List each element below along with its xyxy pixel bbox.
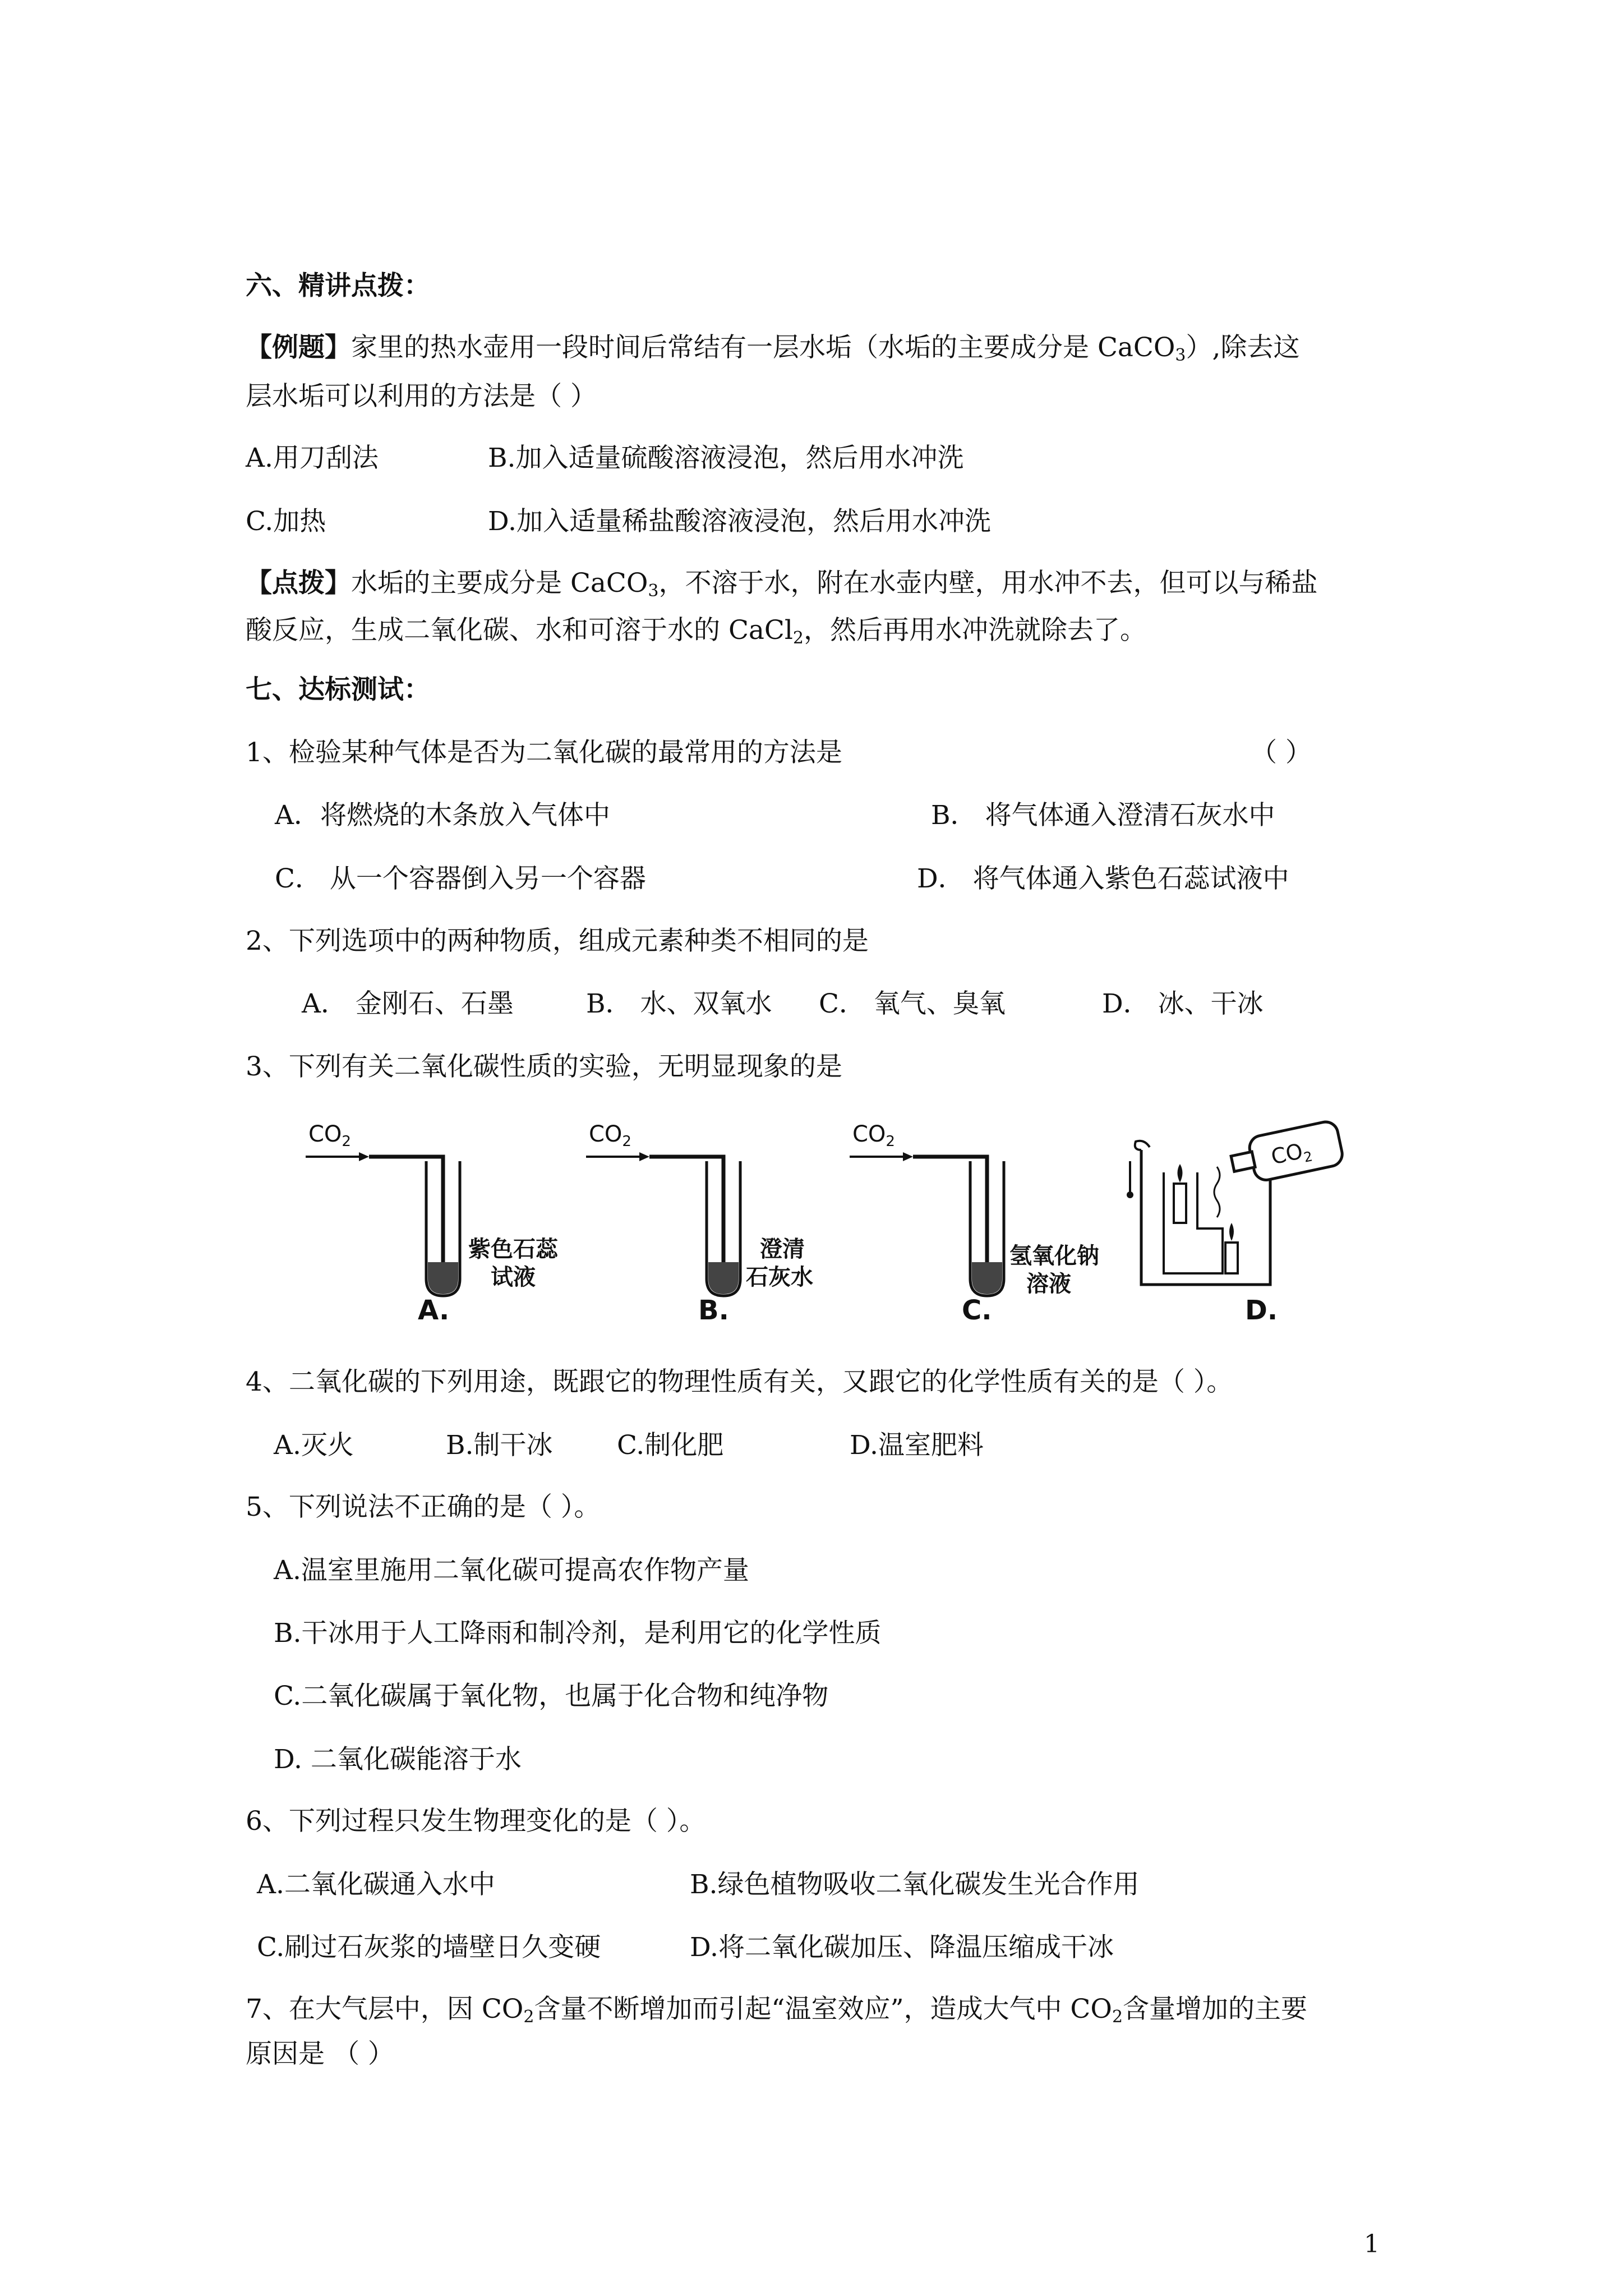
subscript: 2 — [523, 2007, 534, 2027]
question-3-stem: 3、下列有关二氧化碳性质的实验，无明显现象的是 — [246, 1051, 842, 1082]
question-2-option-a: A． 金刚石、石墨 — [302, 988, 514, 1019]
reagent-label: 石灰水 — [746, 1264, 813, 1290]
question-4-option-b: B.制干冰 — [446, 1430, 553, 1461]
reagent-label: 氢氧化钠 — [1009, 1243, 1099, 1269]
question-4-option-d: D.温室肥料 — [850, 1430, 984, 1461]
question-1-option-c: C． 从一个容器倒入另一个容器 — [275, 863, 646, 894]
q7-text-end: 含量增加的主要 — [1123, 1994, 1308, 2024]
upper-flame — [1178, 1164, 1183, 1182]
experiment-diagram — [292, 1116, 1357, 1324]
question-2-option-d: D． 冰、干冰 — [1102, 988, 1264, 1019]
bottle-label: $CO_2$ — [1269, 1138, 1314, 1170]
question-5-option-b: B.干冰用于人工降雨和制冷剂，是利用它的化学性质 — [274, 1618, 882, 1649]
co2-label: $CO_2$ — [589, 1121, 631, 1150]
section-7-title: 七、达标测试： — [246, 674, 430, 705]
question-4-stem: 4、二氧化碳的下列用途，既跟它的物理性质有关，又跟它的化学性质有关的是（ ）。 — [246, 1366, 1233, 1397]
setup-d — [1127, 1120, 1344, 1324]
liquid — [708, 1262, 739, 1294]
delivery-tube — [913, 1157, 987, 1268]
hint-text-2: 酸反应，生成二氧化碳、水和可溶于水的 CaCl — [246, 615, 793, 646]
setup-c — [850, 1121, 1099, 1324]
setup-a — [306, 1121, 559, 1324]
step-stand — [1164, 1172, 1223, 1273]
gas-flow — [1214, 1167, 1220, 1217]
q7-text-mid: 含量不断增加而引起“温室效应”，造成大气中 CO — [534, 1994, 1112, 2024]
liquid — [428, 1262, 458, 1294]
question-2-stem: 2、下列选项中的两种物质，组成元素种类不相同的是 — [246, 926, 869, 956]
upper-candle — [1174, 1184, 1186, 1223]
question-1-option-b: B． 将气体通入澄清石灰水中 — [931, 800, 1275, 831]
hint-text: 水垢的主要成分是 CaCO — [351, 568, 648, 599]
setup-letter: A. — [418, 1295, 450, 1324]
beaker-spout — [1135, 1141, 1150, 1150]
liquid — [972, 1262, 1002, 1294]
question-6-option-b: B.绿色植物吸收二氧化碳发生光合作用 — [690, 1869, 1140, 1900]
question-6-option-a: A.二氧化碳通入水中 — [257, 1869, 495, 1900]
lower-candle — [1225, 1243, 1238, 1273]
hint-tag: 【点拨】 — [246, 568, 351, 599]
lower-flame — [1229, 1223, 1234, 1241]
question-5-option-a: A.温室里施用二氧化碳可提高农作物产量 — [274, 1555, 749, 1586]
question-5-option-c: C.二氧化碳属于氧化物，也属于化合物和纯净物 — [274, 1681, 829, 1711]
delivery-tube — [649, 1157, 723, 1268]
page-number: 1 — [1364, 2230, 1380, 2258]
subscript: 3 — [648, 581, 659, 601]
question-7-line-2: 原因是 （ ） — [246, 2039, 394, 2069]
question-1-stem: 1、检验某种气体是否为二氧化碳的最常用的方法是 — [246, 737, 842, 768]
q7-text: 7、在大气层中，因 CO — [246, 1994, 524, 2024]
subscript: 2 — [792, 628, 804, 648]
example-text-end: ）,除去这 — [1186, 332, 1300, 363]
question-1-answer-paren: （ ） — [1251, 737, 1312, 768]
example-tag: 【例题】 — [246, 332, 351, 363]
co2-experiment-figure — [292, 1116, 1357, 1324]
hint-text-end: ，不溶于水，附在水壶内壁，用水冲不去，但可以与稀盐 — [658, 568, 1318, 599]
section-6-title: 六、精讲点拨： — [246, 270, 430, 301]
setup-b — [586, 1121, 813, 1324]
stand-base — [1127, 1191, 1133, 1198]
question-7-line-1 — [246, 1991, 1307, 2035]
question-4-option-c: C.制化肥 — [617, 1430, 724, 1461]
subscript: 2 — [1112, 2007, 1123, 2027]
question-5-option-d: D. 二氧化碳能溶于水 — [274, 1744, 522, 1775]
arrow-head — [639, 1152, 649, 1161]
example-option-b: B.加入适量硫酸溶液浸泡，然后用水冲洗 — [488, 443, 964, 473]
subscript: 3 — [1175, 346, 1186, 365]
reagent-label: 试液 — [491, 1264, 536, 1290]
co2-label: $CO_2$ — [308, 1121, 351, 1150]
question-1-option-a: A．将燃烧的木条放入气体中 — [275, 800, 610, 831]
question-5-stem: 5、下列说法不正确的是（ ）。 — [246, 1492, 601, 1522]
setup-letter: B. — [698, 1295, 729, 1324]
hint-line-2 — [246, 613, 1146, 656]
question-6-stem: 6、下列过程只发生物理变化的是（ ）。 — [246, 1806, 706, 1837]
question-4-option-a: A.灭火 — [274, 1430, 354, 1461]
beaker — [1141, 1150, 1270, 1285]
example-option-d: D.加入适量稀盐酸溶液浸泡，然后用水冲洗 — [488, 506, 991, 537]
example-line-2: 层水垢可以利用的方法是（ ） — [246, 381, 597, 412]
delivery-tube — [369, 1157, 443, 1268]
reagent-label: 澄清 — [760, 1236, 805, 1262]
bottle-neck — [1231, 1152, 1255, 1171]
hint-line-1 — [246, 565, 1318, 609]
hint-text-2-end: ，然后再用水冲洗就除去了。 — [804, 615, 1147, 646]
co2-bottle — [1228, 1120, 1344, 1186]
arrow-head — [903, 1152, 913, 1161]
example-option-a: A.用刀刮法 — [246, 443, 379, 473]
example-text: 家里的热水壶用一段时间后常结有一层水垢（水垢的主要成分是 CaCO — [351, 332, 1175, 363]
setup-letter: C. — [962, 1295, 992, 1324]
setup-letter: D. — [1245, 1295, 1278, 1324]
arrow-head — [359, 1152, 369, 1161]
question-6-option-d: D.将二氧化碳加压、降温压缩成干冰 — [690, 1932, 1114, 1963]
reagent-label: 紫色石蕊 — [468, 1236, 558, 1262]
reagent-label: 溶液 — [1026, 1271, 1071, 1297]
question-6-option-c: C.刷过石灰浆的墙壁日久变硬 — [257, 1932, 601, 1963]
question-2-option-b: B． 水、双氧水 — [586, 988, 772, 1019]
example-option-c: C.加热 — [246, 506, 326, 537]
co2-label: $CO_2$ — [852, 1121, 895, 1150]
question-1-option-d: D． 将气体通入紫色石蕊试液中 — [917, 863, 1289, 894]
question-2-option-c: C． 氧气、臭氧 — [819, 988, 1006, 1019]
example-line-1 — [246, 330, 1299, 374]
